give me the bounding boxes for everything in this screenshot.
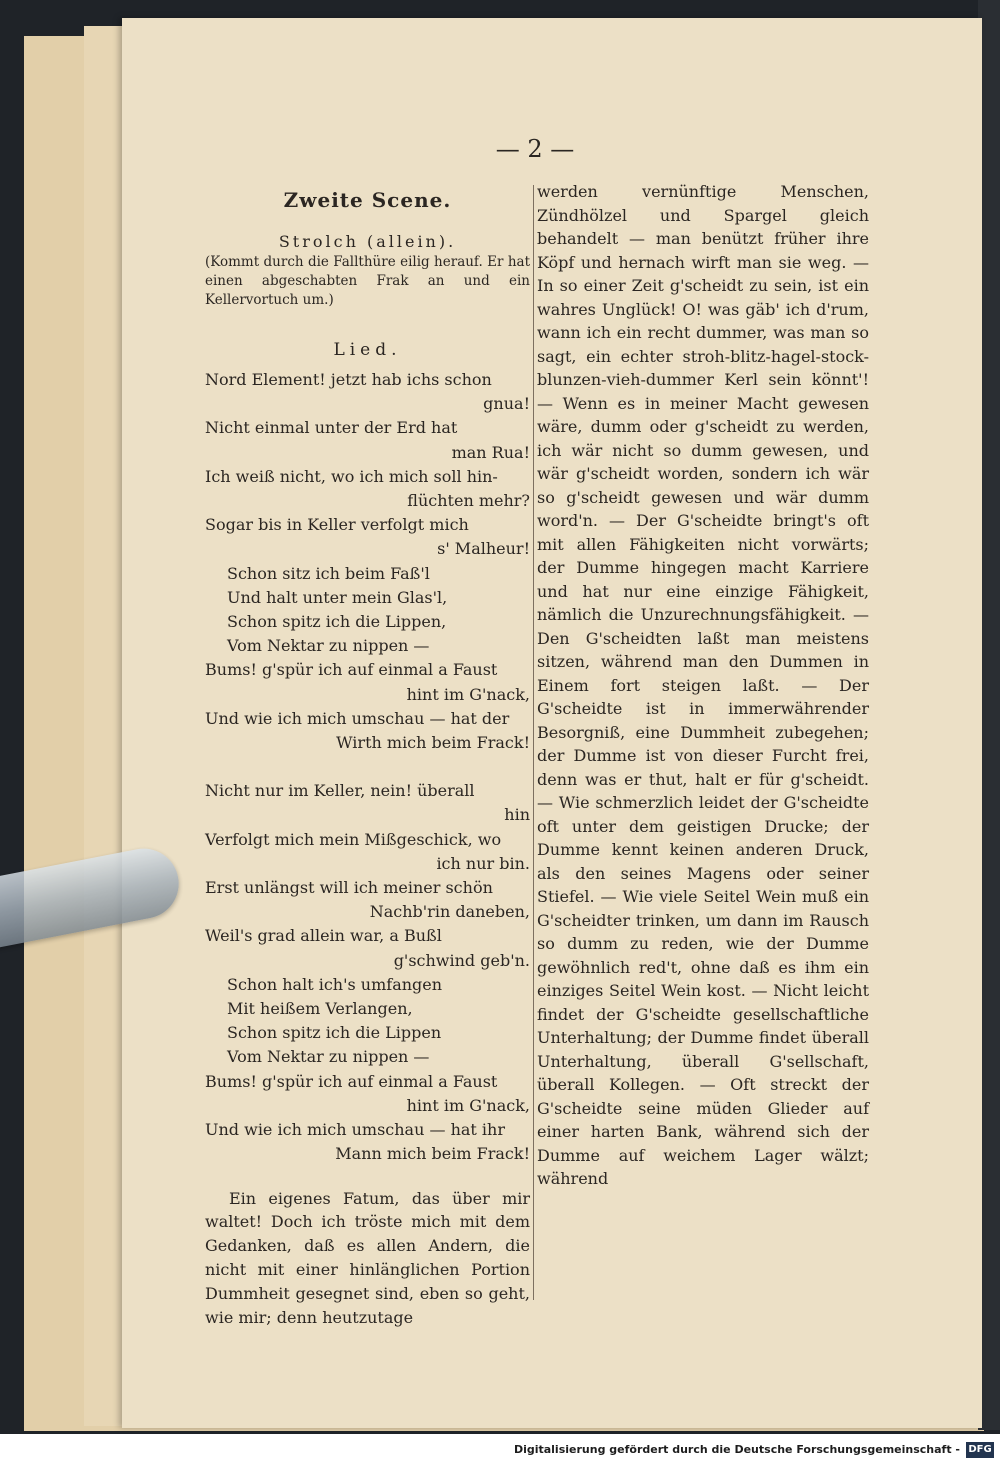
prose-left: Ein eigenes Fatum, das über mir waltet! Doch ich tröste mich mit dem Gedanken, daß es allen Andern, die nicht mit einer hinlänglichen Portion Dummheit gesegnet sind, eben so geht, wie mir; denn heutzutage bbox=[205, 1188, 530, 1328]
song-line: Verfolgt mich mein Mißgeschick, wo bbox=[205, 829, 502, 849]
column-divider bbox=[533, 185, 534, 1300]
song-line: Erst unlängst will ich meiner schön bbox=[205, 878, 493, 898]
song-heading: Lied. bbox=[333, 340, 402, 360]
song-line: Mann mich beim Frack! bbox=[335, 1144, 530, 1164]
song-line: ich nur bin. bbox=[436, 853, 530, 873]
right-column bbox=[537, 180, 869, 1191]
song-line: Wirth mich beim Frack! bbox=[336, 733, 530, 753]
song-line: Bums! g'spür ich auf einmal a Faust bbox=[205, 660, 498, 680]
song-line: Und halt unter mein Glas'l, bbox=[227, 587, 448, 607]
song-line: Schon halt ich's umfangen bbox=[227, 974, 443, 994]
page-number: — 2 — bbox=[495, 135, 575, 163]
song-line: hin bbox=[504, 805, 530, 825]
stanza-break bbox=[205, 755, 530, 779]
left-column bbox=[205, 180, 530, 1330]
scene-title: Zweite Scene. bbox=[283, 188, 452, 212]
song-line: hint im G'nack, bbox=[406, 1095, 530, 1115]
song-line: Vom Nektar zu nippen — bbox=[227, 636, 430, 656]
stage-direction: (Kommt durch die Fallthüre eilig herauf. Er hat einen abgeschabten Frak an und ein Kellervortuch um.) bbox=[205, 254, 530, 308]
song-line: Nachb'rin daneben, bbox=[369, 902, 530, 922]
digitization-footer bbox=[0, 1434, 1000, 1466]
song-line: Schon spitz ich die Lippen, bbox=[227, 612, 447, 632]
song-line: Nicht nur im Keller, nein! überall bbox=[205, 781, 475, 801]
footer-credit: Digitalisierung gefördert durch die Deutsche Forschungsgemeinschaft - bbox=[513, 1443, 960, 1456]
song-verses bbox=[205, 368, 530, 1167]
song-line: Bums! g'spür ich auf einmal a Faust bbox=[205, 1071, 498, 1091]
song-line: Sogar bis in Keller verfolgt mich bbox=[205, 515, 469, 535]
speaker-name: Strolch (allein). bbox=[278, 232, 457, 251]
song-line: flüchten mehr? bbox=[407, 491, 530, 511]
song-line: Nicht einmal unter der Erd hat bbox=[205, 418, 458, 438]
song-line: s' Malheur! bbox=[437, 539, 530, 559]
song-line: hint im G'nack, bbox=[406, 684, 530, 704]
song-line: Und wie ich mich umschau — hat ihr bbox=[205, 1120, 505, 1140]
song-line: Weil's grad allein war, a Bußl bbox=[205, 926, 442, 946]
dfg-logo: DFG bbox=[966, 1442, 994, 1458]
song-line: Mit heißem Verlangen, bbox=[227, 999, 413, 1019]
song-line: g'schwind geb'n. bbox=[393, 950, 530, 970]
song-line: Vom Nektar zu nippen — bbox=[227, 1047, 430, 1067]
song-line: Ich weiß nicht, wo ich mich soll hin- bbox=[205, 466, 498, 486]
song-line: gnua! bbox=[483, 394, 530, 414]
song-line: man Rua! bbox=[451, 442, 530, 462]
prose-right: werden vernünftige Menschen, Zündhölzel und Spargel gleich behandelt — man benützt früher ihre Köpf und hernach wirft man sie weg. — In so einer Zeit g'scheidt zu sein, ist ein wahres Unglück! O! was gäb' ich d'rum, wann ich ein recht dummer, was man so sagt, ein echter stroh-blitz-hagel-stock-blunzen-vieh-dummer Kerl sein könnt'! — Wenn es in meiner Macht gewesen wäre, dumm oder g'scheidt zu werden, ich wär nicht so dumm gewesen, und wär g'scheidt worden, sondern ich wär so g'scheidt gewesen und wär dumm word'n. — Der G'scheidte bringt's oft mit allen Fähigkeiten nicht vorwärts; der Dumme hingegen macht Karriere und hat nur eine einzige Fähigkeit, nämlich die Unzurechnungsfähigkeit. — Den G'scheidten laßt man meistens sitzen, während man den Dummen in Einem fort steigen laßt. — Der G'scheidte ist in immerwährender Besorgniß, eine Dummheit zubegehen; der Dumme ist von dieser Furcht frei, denn was er thut, halt er für g'scheidt. — Wie schmerzlich leidet der G'scheidte oft unter dem geistigen Drucke; der Dumme kennt keinen anderen Druck, als den seines Magens oder seiner Stiefel. — Wie viele Seitel Wein muß ein G'scheidter trinken, um dann im Rausch so dumm zu reden, wie der Dumme gewöhnlich red't, ohne daß es ihm ein einziges Seitel Wein kost. — Nicht leicht findet der G'scheidte gesellschaftliche Unterhaltung; der Dumme findet überall Unterhaltung, überall G'sellschaft, überall Kollegen. — Oft streckt der G'scheidte seine müden Glieder auf einer harten Bank, während sich der Dumme auf weichem Lager wälzt; während bbox=[537, 182, 869, 1188]
song-line: Nord Element! jetzt hab ichs schon bbox=[205, 370, 492, 389]
song-line: Schon spitz ich die Lippen bbox=[227, 1023, 442, 1043]
song-line: Schon sitz ich beim Faß'l bbox=[227, 563, 430, 583]
song-line: Und wie ich mich umschau — hat der bbox=[205, 708, 510, 728]
